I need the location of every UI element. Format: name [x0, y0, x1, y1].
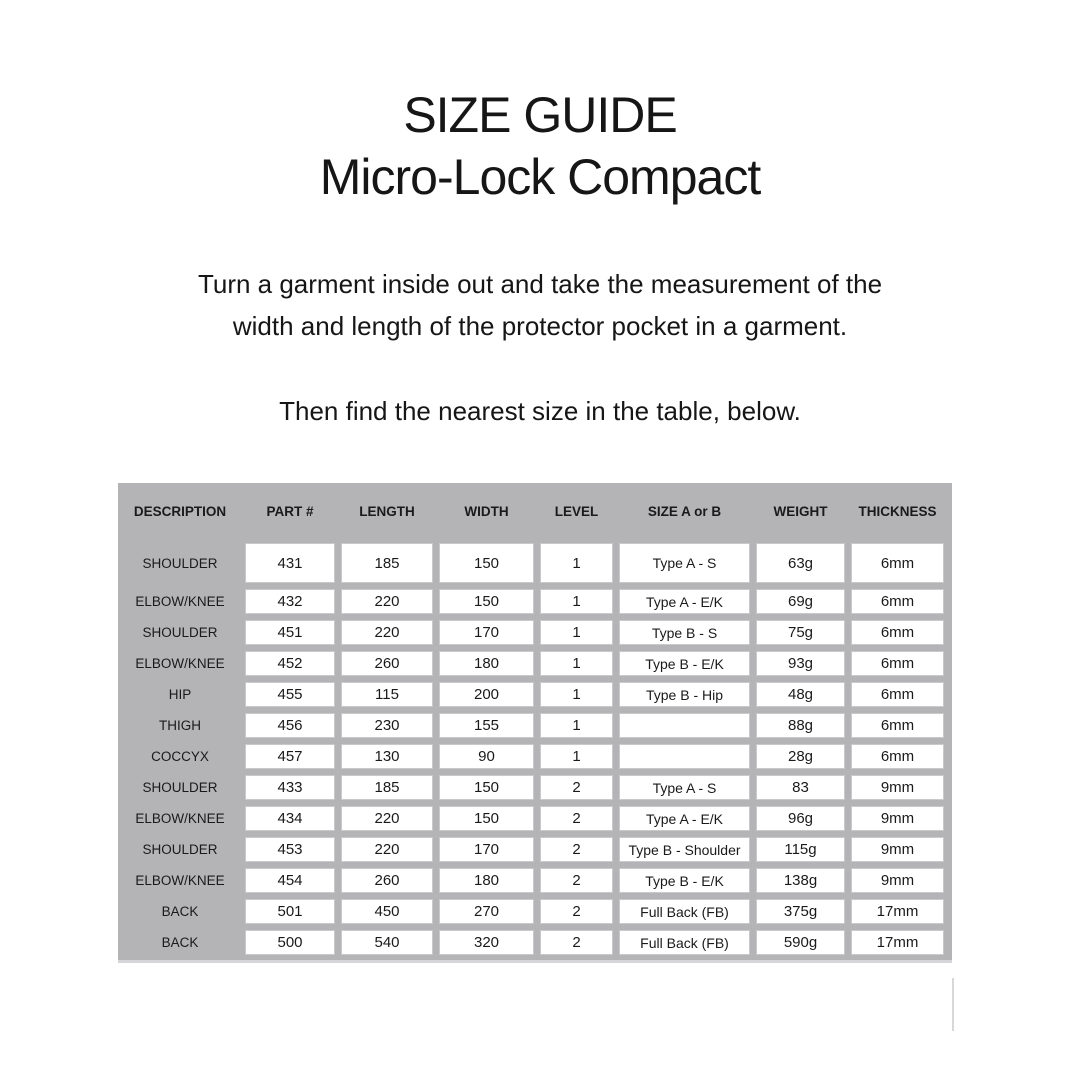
table-cell-part: 501 — [245, 899, 335, 924]
row-description-cell: ELBOW/KNEE — [135, 811, 225, 826]
table-cell-thickness: 6mm — [851, 543, 944, 583]
table-cell-width: 155 — [439, 713, 534, 738]
table-cell-size: Type B - Shoulder — [619, 837, 750, 862]
instructions-paragraph-find-size: Then find the nearest size in the table, below. — [279, 396, 801, 426]
table-cell-width: 200 — [439, 682, 534, 707]
table-cell-weight: 63g — [756, 543, 845, 583]
table-cell-part: 451 — [245, 620, 335, 645]
row-description-cell: BACK — [161, 904, 199, 919]
table-cell-length: 130 — [341, 744, 433, 769]
table-cell-level: 1 — [540, 682, 613, 707]
table-cell-part: 431 — [245, 543, 335, 583]
table-cell-level: 2 — [540, 868, 613, 893]
table-cell-part: 456 — [245, 713, 335, 738]
table-cell-thickness: 9mm — [851, 775, 944, 800]
table-cell-part: 500 — [245, 930, 335, 955]
table-cell-weight: 138g — [756, 868, 845, 893]
table-cell-part: 455 — [245, 682, 335, 707]
size-table-panel — [118, 483, 952, 963]
table-cell-thickness: 9mm — [851, 806, 944, 831]
table-cell-thickness: 9mm — [851, 868, 944, 893]
column-header-thickness: THICKNESS — [858, 504, 937, 519]
table-cell-weight: 69g — [756, 589, 845, 614]
table-cell-thickness: 6mm — [851, 713, 944, 738]
table-cell-width: 170 — [439, 837, 534, 862]
table-cell-thickness: 6mm — [851, 744, 944, 769]
table-cell-width: 90 — [439, 744, 534, 769]
table-cell-size: Type A - S — [619, 775, 750, 800]
row-description-cell: ELBOW/KNEE — [135, 873, 225, 888]
table-cell-level: 2 — [540, 806, 613, 831]
table-cell-weight: 375g — [756, 899, 845, 924]
instructions-line-2: width and length of the protector pocket in a garment. — [232, 311, 848, 341]
size-table-grid — [118, 483, 947, 958]
table-cell-weight: 590g — [756, 930, 845, 955]
table-cell-weight: 96g — [756, 806, 845, 831]
table-cell-length: 115 — [341, 682, 433, 707]
table-cell-width: 180 — [439, 651, 534, 676]
table-cell-length: 220 — [341, 620, 433, 645]
table-cell-weight: 75g — [756, 620, 845, 645]
table-cell-length: 450 — [341, 899, 433, 924]
row-description-cell: THIGH — [159, 718, 201, 733]
table-cell-level: 2 — [540, 837, 613, 862]
instructions-line-1: Turn a garment inside out and take the measurement of the — [197, 269, 883, 299]
table-cell-level: 1 — [540, 589, 613, 614]
instructions-paragraph-measure — [0, 263, 1080, 347]
title-line-product-name: Micro-Lock Compact — [319, 149, 761, 205]
row-description-cell: HIP — [168, 687, 192, 702]
column-header-level: LEVEL — [554, 504, 599, 519]
table-cell-part: 454 — [245, 868, 335, 893]
table-cell-thickness: 6mm — [851, 620, 944, 645]
table-cell-length: 540 — [341, 930, 433, 955]
title-line-product-type: SIZE GUIDE — [403, 87, 677, 143]
table-cell-level: 2 — [540, 775, 613, 800]
table-cell-length: 260 — [341, 651, 433, 676]
table-cell-width: 150 — [439, 589, 534, 614]
table-cell-length: 260 — [341, 868, 433, 893]
table-cell-part: 452 — [245, 651, 335, 676]
table-cell-width: 320 — [439, 930, 534, 955]
table-cell-length: 230 — [341, 713, 433, 738]
table-cell-thickness: 17mm — [851, 930, 944, 955]
table-cell-size: Type A - S — [619, 543, 750, 583]
table-cell-part: 457 — [245, 744, 335, 769]
table-cell-part: 433 — [245, 775, 335, 800]
table-cell-size: Type B - E/K — [619, 868, 750, 893]
table-cell-width: 150 — [439, 775, 534, 800]
table-cell-level: 2 — [540, 899, 613, 924]
column-header-width: WIDTH — [464, 504, 509, 519]
column-header-length: LENGTH — [359, 504, 415, 519]
vertical-line-artifact — [952, 978, 954, 1031]
table-cell-level: 1 — [540, 744, 613, 769]
table-cell-size: Type B - Hip — [619, 682, 750, 707]
column-header-description: DESCRIPTION — [133, 504, 227, 519]
table-cell-thickness: 9mm — [851, 837, 944, 862]
table-cell-size: Type B - E/K — [619, 651, 750, 676]
table-cell-size: Type A - E/K — [619, 589, 750, 614]
row-description-cell: ELBOW/KNEE — [135, 656, 225, 671]
table-cell-width: 180 — [439, 868, 534, 893]
row-description-cell: SHOULDER — [142, 842, 218, 857]
table-cell-weight: 28g — [756, 744, 845, 769]
table-cell-width: 150 — [439, 806, 534, 831]
table-cell-weight: 48g — [756, 682, 845, 707]
column-header-size-a-or-b: SIZE A or B — [647, 504, 722, 519]
table-cell-size: Full Back (FB) — [619, 899, 750, 924]
table-cell-width: 170 — [439, 620, 534, 645]
row-description-cell: SHOULDER — [142, 555, 218, 571]
table-cell-length: 220 — [341, 837, 433, 862]
table-cell-size: Type A - E/K — [619, 806, 750, 831]
table-cell-width: 150 — [439, 543, 534, 583]
table-cell-length: 185 — [341, 543, 433, 583]
table-cell-thickness: 17mm — [851, 899, 944, 924]
table-cell-length: 185 — [341, 775, 433, 800]
row-description-cell: SHOULDER — [142, 780, 218, 795]
table-cell-weight: 88g — [756, 713, 845, 738]
column-header-part-number: PART # — [266, 504, 314, 519]
row-description-cell: BACK — [161, 935, 199, 950]
table-cell-part: 453 — [245, 837, 335, 862]
table-cell-thickness: 6mm — [851, 651, 944, 676]
row-description-cell: ELBOW/KNEE — [135, 594, 225, 609]
row-description-cell: SHOULDER — [142, 625, 218, 640]
table-cell-part: 432 — [245, 589, 335, 614]
column-header-weight: WEIGHT — [773, 504, 828, 519]
table-cell-weight: 115g — [756, 837, 845, 862]
table-cell-width: 270 — [439, 899, 534, 924]
table-cell-thickness: 6mm — [851, 589, 944, 614]
table-cell-level: 1 — [540, 713, 613, 738]
table-cell-length: 220 — [341, 589, 433, 614]
table-cell-length: 220 — [341, 806, 433, 831]
table-cell-level: 1 — [540, 620, 613, 645]
row-description-cell: COCCYX — [151, 749, 209, 764]
table-cell-size — [619, 713, 750, 738]
table-cell-size: Type B - S — [619, 620, 750, 645]
page-title — [0, 84, 1080, 208]
table-cell-level: 1 — [540, 543, 613, 583]
table-cell-weight: 83 — [756, 775, 845, 800]
table-cell-thickness: 6mm — [851, 682, 944, 707]
table-cell-level: 2 — [540, 930, 613, 955]
table-cell-weight: 93g — [756, 651, 845, 676]
table-cell-part: 434 — [245, 806, 335, 831]
table-cell-size: Full Back (FB) — [619, 930, 750, 955]
table-cell-level: 1 — [540, 651, 613, 676]
table-cell-size — [619, 744, 750, 769]
